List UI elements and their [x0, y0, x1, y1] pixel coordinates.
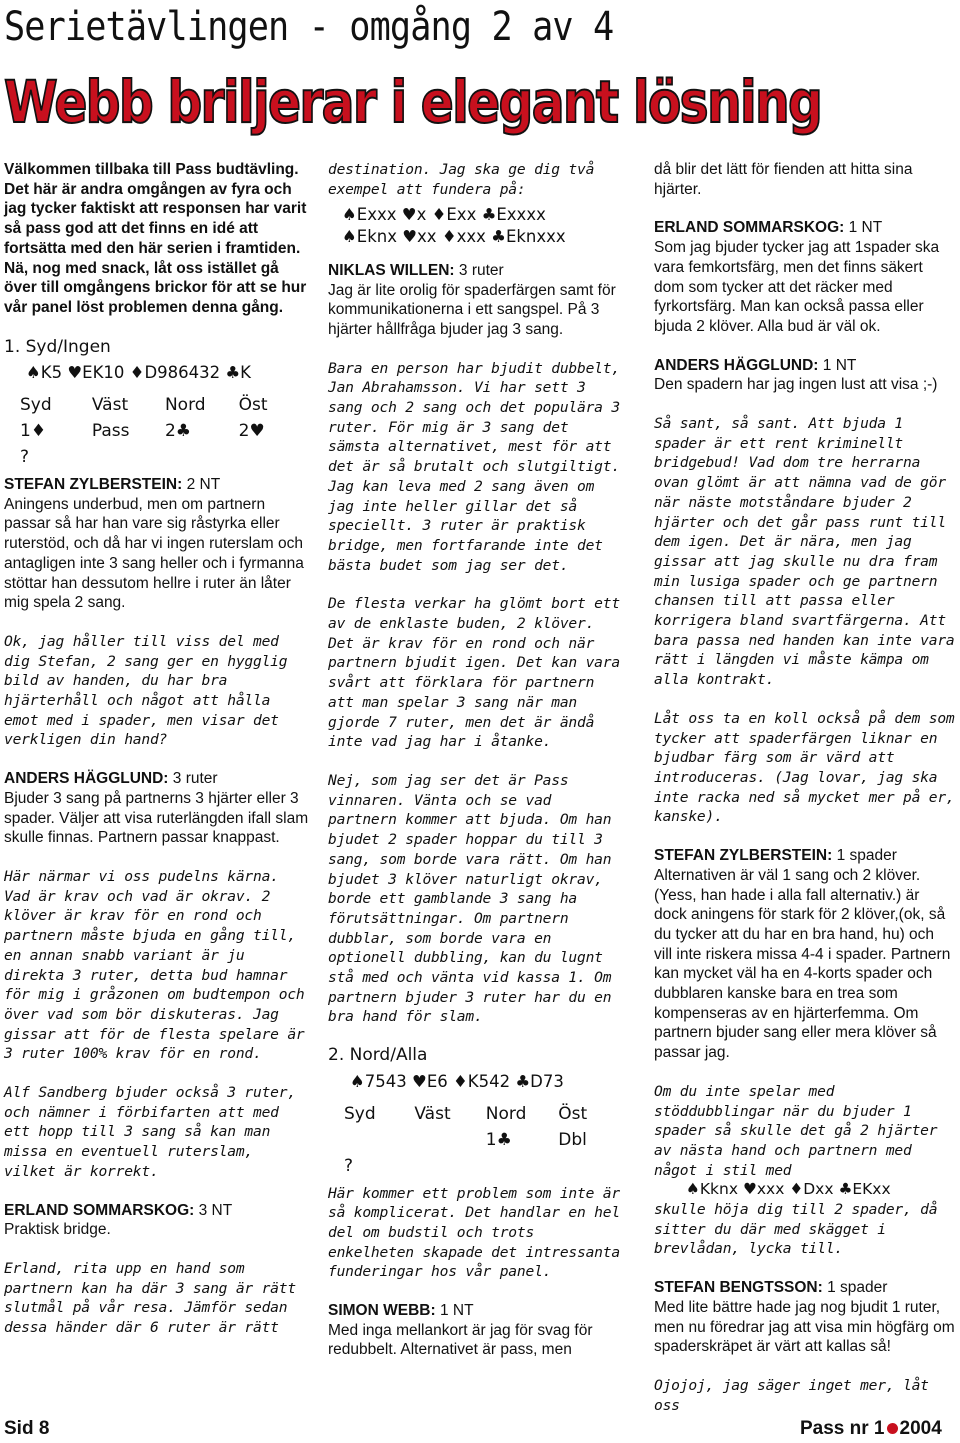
panelist-bid: 1 NT	[822, 356, 857, 374]
panelist-text: Den spadern har jag ingen lust att visa ;-)	[654, 376, 938, 394]
panelist-bid: 3 ruter	[458, 261, 504, 279]
bid-cell: Nord	[485, 1103, 527, 1124]
bid-cell	[239, 445, 310, 471]
panelist-name: ERLAND SOMMARSKOG:	[654, 219, 845, 237]
page-number: Sid 8	[4, 1418, 50, 1439]
editor-comment: Så sant, så sant. Att bjuda 1 spader är ett rent kriminellt bridgebud! Vad dom tre herrarna ovan glömt är att nämna vad de gör när näste motståndare bjuder 2 hjärter och det går pass runt till dem igen. Det är nära, men jag gissar att jag skulle nu dra fram min lusiga spader och ge partnern chansen till att passa eller korrigera bland svartfärgerna. Att bara passa ned handen kan inte vara rätt i längden vi måste kämpa om alla kontrakt.	[654, 415, 955, 689]
issue-label	[800, 1418, 942, 1440]
panelist-answer	[4, 475, 310, 613]
bid-cell: Syd	[344, 1103, 376, 1124]
panelist-text: Alternativen är väl 1 sang och 2 klöver. (Yess, han hade i alla fall alternativ.) är dock aningens för stark för 2 klöver,(ok, så du tycker att du har en bra hand, hu) och vill inte riskera missa 4-4 i spader. Partnern kan mycket väl ha en 4-korts spader och dubblaren kanske bara en trea som kompenseras av en hjärterfemma. Om partnern bjuder sang eller mera klöver så passar jag.	[654, 866, 951, 1062]
bid-cell: 1♦	[20, 421, 47, 442]
panelist-text: Med inga mellankort är jag för svag för redubbelt. Alternativet är pass, men	[328, 1321, 593, 1359]
bid-cell: Dbl	[558, 1129, 587, 1150]
bid-cell: 1♣	[485, 1129, 512, 1150]
panelist-name: STEFAN BENGTSSON:	[654, 1279, 823, 1297]
example-hand: ♠Kknx ♥xxx ♦Dxx ♣EKxx	[686, 1180, 891, 1199]
article-headline: Webb briljerar i elegant lösning	[4, 68, 822, 136]
panelist-name: ANDERS HÄGGLUND:	[4, 770, 169, 788]
editor-comment: De flesta verkar ha glömt bort ett av de enklaste buden, 2 klöver. Det är krav för en rond och när partnern bjudit igen. Det kan vara svårt att förklara för partnern att man spelar 3 sang när man gjorde 7 ruter, men det är ändå inte vad jag har i åtanke.	[328, 595, 620, 751]
editor-comment: Nej, som jag ser det är Pass vinnaren. Vänta och se vad partnern kommer att bjuda. Om han bjudet 2 spader hoppar du till 3 sang, som borde vara rätt. Om han bjudet 3 klöver naturligt okrav, borde ett gamblande 3 sang ha förutsättningar. Om partnern dubblar, som borde vara en optionell dubbling, kan du lugnt stå med och vänta vid kassa 1. Om partnern bjuder 3 ruter har du en bra hand för slam.	[328, 771, 612, 1026]
column-2	[328, 160, 628, 1379]
bid-cell: Syd	[20, 395, 52, 416]
bidding-header-row	[344, 1102, 628, 1128]
panelist-bid: 1 spader	[827, 1279, 888, 1297]
editor-comment: Låt oss ta en koll också på dem som tycker att spaderfärgen liknar en bjudbar färg som är värd att introduceras. (Jag lovar, jag ska inte racka ned så mycket mer på er, kanske).	[654, 709, 955, 826]
panelist-text: Aningens underbud, men om partnern passar så har han vare sig råstyrka eller ruterstöd, och då har vi ingen ruterslam och antagligen inte 3 sang heller och i fyrmanna stöttar han dessutom hellre i ruter än låter mig spela 2 sang.	[4, 495, 304, 612]
bid-cell: Väst	[414, 1103, 451, 1124]
problem-2-hand: ♠7543 ♥E6 ♦K542 ♣D73	[350, 1071, 564, 1091]
example-hand-b: ♠Eknx ♥xx ♦xxx ♣Eknxxx	[342, 227, 566, 247]
continued-text: då blir det lätt för fienden att hitta sina hjärter.	[654, 161, 913, 198]
panelist-answer	[654, 356, 956, 395]
panelist-answer	[328, 1301, 628, 1360]
issue-number: Pass nr 1	[800, 1418, 885, 1439]
problem-1-header: 1. Syd/Ingen	[4, 336, 111, 357]
bidding-row	[20, 419, 310, 445]
panelist-answer	[654, 218, 956, 336]
bidding-row	[344, 1154, 628, 1180]
bidding-row	[20, 445, 310, 471]
bid-cell: Nord	[164, 395, 206, 416]
panelist-answer	[654, 1278, 956, 1357]
panelist-answer	[654, 846, 956, 1063]
bid-cell	[344, 1128, 414, 1154]
panelist-name: STEFAN ZYLBERSTEIN:	[4, 476, 183, 494]
issue-year: 2004	[899, 1418, 942, 1439]
panelist-bid: 1 NT	[848, 219, 883, 237]
panelist-text: Praktisk bridge.	[4, 1221, 111, 1239]
editor-comment: skulle höja dig till 2 spader, då sitter du där med skägget i brevlådan, lycka till.	[654, 1201, 938, 1258]
editor-comment: Alf Sandberg bjuder också 3 ruter, och nämner i förbifarten att med ett hopp till 3 sang så kan man missa en eventuell ruterslam, vilket är korrekt.	[4, 1084, 296, 1180]
example-hand-a: ♠Exxx ♥x ♦Exx ♣Exxxx	[342, 205, 546, 225]
panelist-text: Med lite bättre hade jag nog bjudit 1 ruter, men nu föredrar jag att visa min högfärg om spaderskräpet är värt att kallas så!	[654, 1298, 955, 1356]
bid-cell	[92, 445, 165, 471]
panelist-answer	[4, 769, 310, 848]
problem-1-bidding-table	[20, 393, 310, 471]
panelist-bid: 1 NT	[439, 1302, 474, 1320]
editor-comment: destination. Jag ska ge dig två exempel att fundera på:	[328, 161, 595, 198]
intro-paragraph: Välkommen tillbaka till Pass budtävling. Det här är andra omgången av fyra och jag tycker faktiskt att responsen har varit så pass god att det finns en idé att fortsätta med den här serien i framtiden. Nä, nog med snack, låt oss istället gå över till omgångens brickor för att se hur vår panel löst problemen denna gång.	[4, 161, 307, 316]
bid-cell	[414, 1128, 485, 1154]
editor-comment: Här kommer ett problem som inte är så komplicerat. Det handlar en hel del om budstil och trots enkelheten skapade det intressanta funderingar hos vår panel.	[328, 1184, 620, 1281]
bidding-header-row	[20, 393, 310, 419]
editor-comment: Ok, jag håller till viss del med dig Stefan, 2 sang ger en hygglig bild av handen, du har bra hjärterhåll och något att hålla emot med i spader, men visar det verkligen din hand?	[4, 632, 288, 749]
bid-cell	[414, 1154, 485, 1180]
bullet-icon	[887, 1423, 898, 1434]
panelist-bid: 3 ruter	[172, 770, 218, 788]
problem-2-bidding-table	[344, 1102, 628, 1180]
panelist-bid: 1 spader	[836, 847, 897, 865]
bid-cell: ?	[344, 1155, 354, 1176]
bid-cell: Öst	[238, 395, 268, 416]
bid-cell: Väst	[91, 395, 129, 416]
bid-cell: Öst	[558, 1103, 588, 1124]
panelist-bid: 3 NT	[198, 1201, 233, 1219]
panelist-name: STEFAN ZYLBERSTEIN:	[654, 847, 833, 865]
editor-comment: Erland, rita upp en hand som partnern kan ha där 3 sang är rätt slutmål på vår resa. Jämför sedan dessa händer där 6 ruter är rätt	[4, 1259, 296, 1337]
editor-comment: Här närmar vi oss pudelns kärna. Vad är krav och vad är okrav. 2 klöver är krav för en rond och partnern måste bjuda en gång till, en annan snabb variant är ju direkta 3 ruter, detta bud hamnar för mig i gråzonen om budtempon och över vad som bör diskuteras. Jag gissar att för de flesta spelare är 3 ruter 100% krav för en rond.	[4, 867, 305, 1063]
editor-comment: Om du inte spelar med stöddubblingar när du bjuder 1 spader så skulle det gå 2 hjärter av nästa hand och partnern med något i stil med	[654, 1082, 938, 1179]
bid-cell	[558, 1154, 628, 1180]
bid-cell	[165, 445, 239, 471]
bidding-row	[344, 1128, 628, 1154]
panelist-answer	[328, 261, 628, 340]
panelist-bid: 2 NT	[186, 476, 221, 494]
bid-cell: 2♣	[164, 421, 192, 442]
column-3	[654, 160, 956, 1415]
problem-1-hand: ♠K5 ♥EK10 ♦D986432 ♣K	[26, 363, 252, 383]
panelist-name: SIMON WEBB:	[328, 1302, 436, 1320]
panelist-text: Bjuder 3 sang på partnerns 3 hjärter eller 3 spader. Väljer att visa ruterlängden ifall slam skulle finnas. Partnern passar knappast.	[4, 789, 309, 847]
bid-cell: Pass	[91, 421, 130, 442]
panelist-name: ANDERS HÄGGLUND:	[654, 356, 819, 374]
panelist-name: NIKLAS WILLEN:	[328, 261, 455, 279]
panelist-name: ERLAND SOMMARSKOG:	[4, 1201, 195, 1219]
panelist-text: Som jag bjuder tycker jag att 1spader ska vara femkortsfärg, men det finns säkert dom som tycker att det räcker med fyrkortsfärg. Man kan också passa eller bjuda 2 klöver. Alla bud är väl ok.	[654, 239, 940, 335]
panelist-answer	[4, 1201, 310, 1240]
column-1	[4, 160, 310, 1357]
panelist-text: Jag är lite orolig för spaderfärgen samt för kommunikationerna i ett sangspel. På 3 hjärter hållfråga bjuder jag 3 sang.	[328, 281, 616, 338]
bid-cell	[486, 1154, 558, 1180]
article-kicker: Serietävlingen - omgång 2 av 4	[4, 4, 614, 50]
bid-cell: 2♥	[238, 421, 265, 442]
editor-comment: Bara en person har bjudit dubbelt, Jan Abrahamsson. Vi har sett 3 sang och 2 sang och det populära 3 ruter. För mig är 3 sang det sämsta alternativet, mest för att det är så brutalt och slutgiltigt. Jag kan leva med 2 sang även om jag inte heller gillar det så speciellt. 3 ruter är praktisk bridge, men fortfarande inte det bästa budet som jag ser det.	[328, 359, 620, 574]
problem-2-header: 2. Nord/Alla	[328, 1045, 428, 1066]
editor-comment: Ojojoj, jag säger inget mer, låt oss	[654, 1376, 929, 1414]
bid-cell: ?	[20, 447, 30, 468]
